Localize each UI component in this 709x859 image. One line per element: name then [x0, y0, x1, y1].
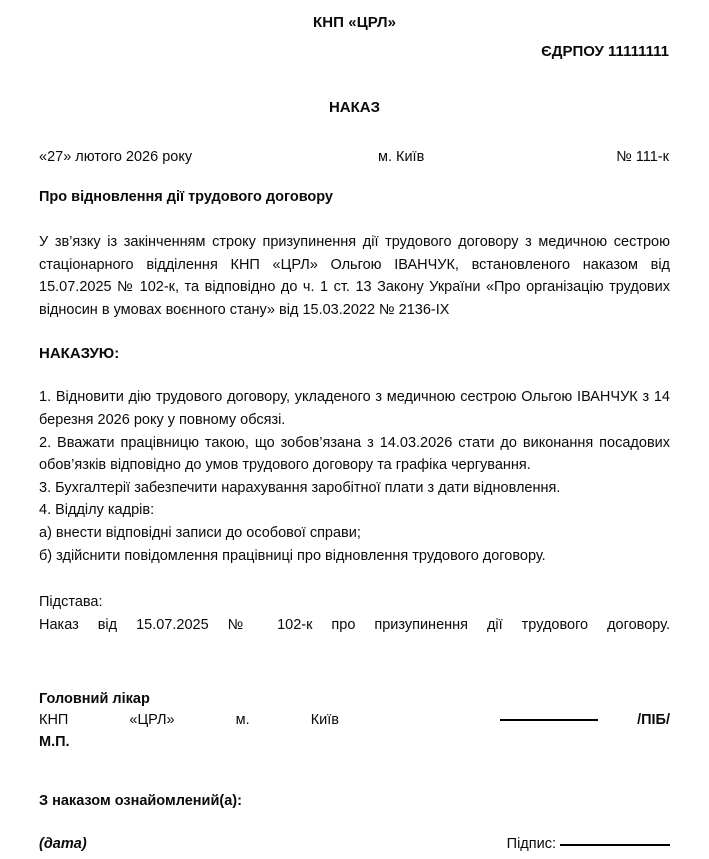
- signatory-org-part: «ЦРЛ»: [129, 712, 175, 729]
- signatory-org-part: КНП: [39, 712, 69, 729]
- preamble-paragraph: У зв’язку із закінченням строку призупинення дії трудового договору з медичною сестрою стаціонарного відділення КНП «ЦРЛ» Ольгою ІВАНЧУК, встановленого наказом від 15.07.2025 № 102-к, та відповідно до ч. 1 ст. 13 Закону України «Про організацію трудових відносин в умовах воєнного стану» від 15.03.2022 № 2136-IX: [39, 234, 670, 318]
- document-type-title: НАКАЗ: [328, 99, 381, 116]
- clause-item: 1. Відновити дію трудового договору, укладеного з медичною сестрою Ольгою ІВАНЧУК з 14 березня 2026 року у повному обсязі.: [39, 389, 670, 428]
- acknowledgement-signature-label: Підпис:: [506, 836, 556, 853]
- signatory-line: [39, 710, 670, 732]
- order-keyword: НАКАЗУЮ:: [39, 345, 120, 363]
- signatory-name-placeholder: /ПІБ/: [637, 712, 670, 729]
- basis-text: Наказ від 15.07.2025 № 102-к про призупинення дії трудового договору.: [39, 616, 670, 633]
- clause-item: 3. Бухгалтерії забезпечити нарахування заробітної плати з дати відновлення.: [39, 479, 561, 496]
- acknowledgement-signature-field: [507, 836, 670, 852]
- document-date: «27» лютого 2026 року: [39, 149, 193, 165]
- clause-subitem: б) здійснити повідомлення працівниці про відновлення трудового договору.: [39, 547, 546, 564]
- basis-block: [39, 591, 670, 659]
- organization-name: КНП «ЦРЛ»: [312, 14, 397, 31]
- acknowledgement-title: З наказом ознайомлений(а):: [39, 793, 242, 810]
- basis-label: Підстава:: [39, 594, 103, 611]
- clause-item: 4. Відділу кадрів:: [39, 502, 155, 519]
- clause-list: [39, 386, 670, 567]
- acknowledgement-signature-underline[interactable]: [560, 844, 670, 846]
- signatory-org-part: м.: [235, 712, 250, 729]
- edrpou-code: ЄДРПОУ 11111111: [541, 43, 669, 60]
- acknowledgement-date-placeholder: (дата): [39, 836, 87, 853]
- signature-field-wrap: [339, 710, 670, 732]
- signature-block: [39, 689, 670, 754]
- document-meta-row: [39, 149, 670, 165]
- signatory-organization: [39, 710, 339, 732]
- document-subject: Про відновлення дії трудового договору: [39, 189, 334, 205]
- clause-item: 2. Вважати працівницю такою, що зобов’язана з 14.03.2026 стати до виконання посадових обов’язків відповідно до умов трудового договору та графіка чергування.: [39, 434, 670, 474]
- signatory-role: Головний лікар: [39, 690, 150, 707]
- acknowledgement-row: [39, 836, 670, 852]
- signatory-org-part: Київ: [310, 712, 339, 729]
- document-number: № 111-к: [616, 149, 669, 165]
- document-place: м. Київ: [377, 149, 425, 165]
- signature-underline[interactable]: [500, 719, 598, 721]
- clause-subitem: а) внести відповідні записи до особової справи;: [39, 524, 361, 541]
- stamp-mark: М.П.: [39, 733, 70, 750]
